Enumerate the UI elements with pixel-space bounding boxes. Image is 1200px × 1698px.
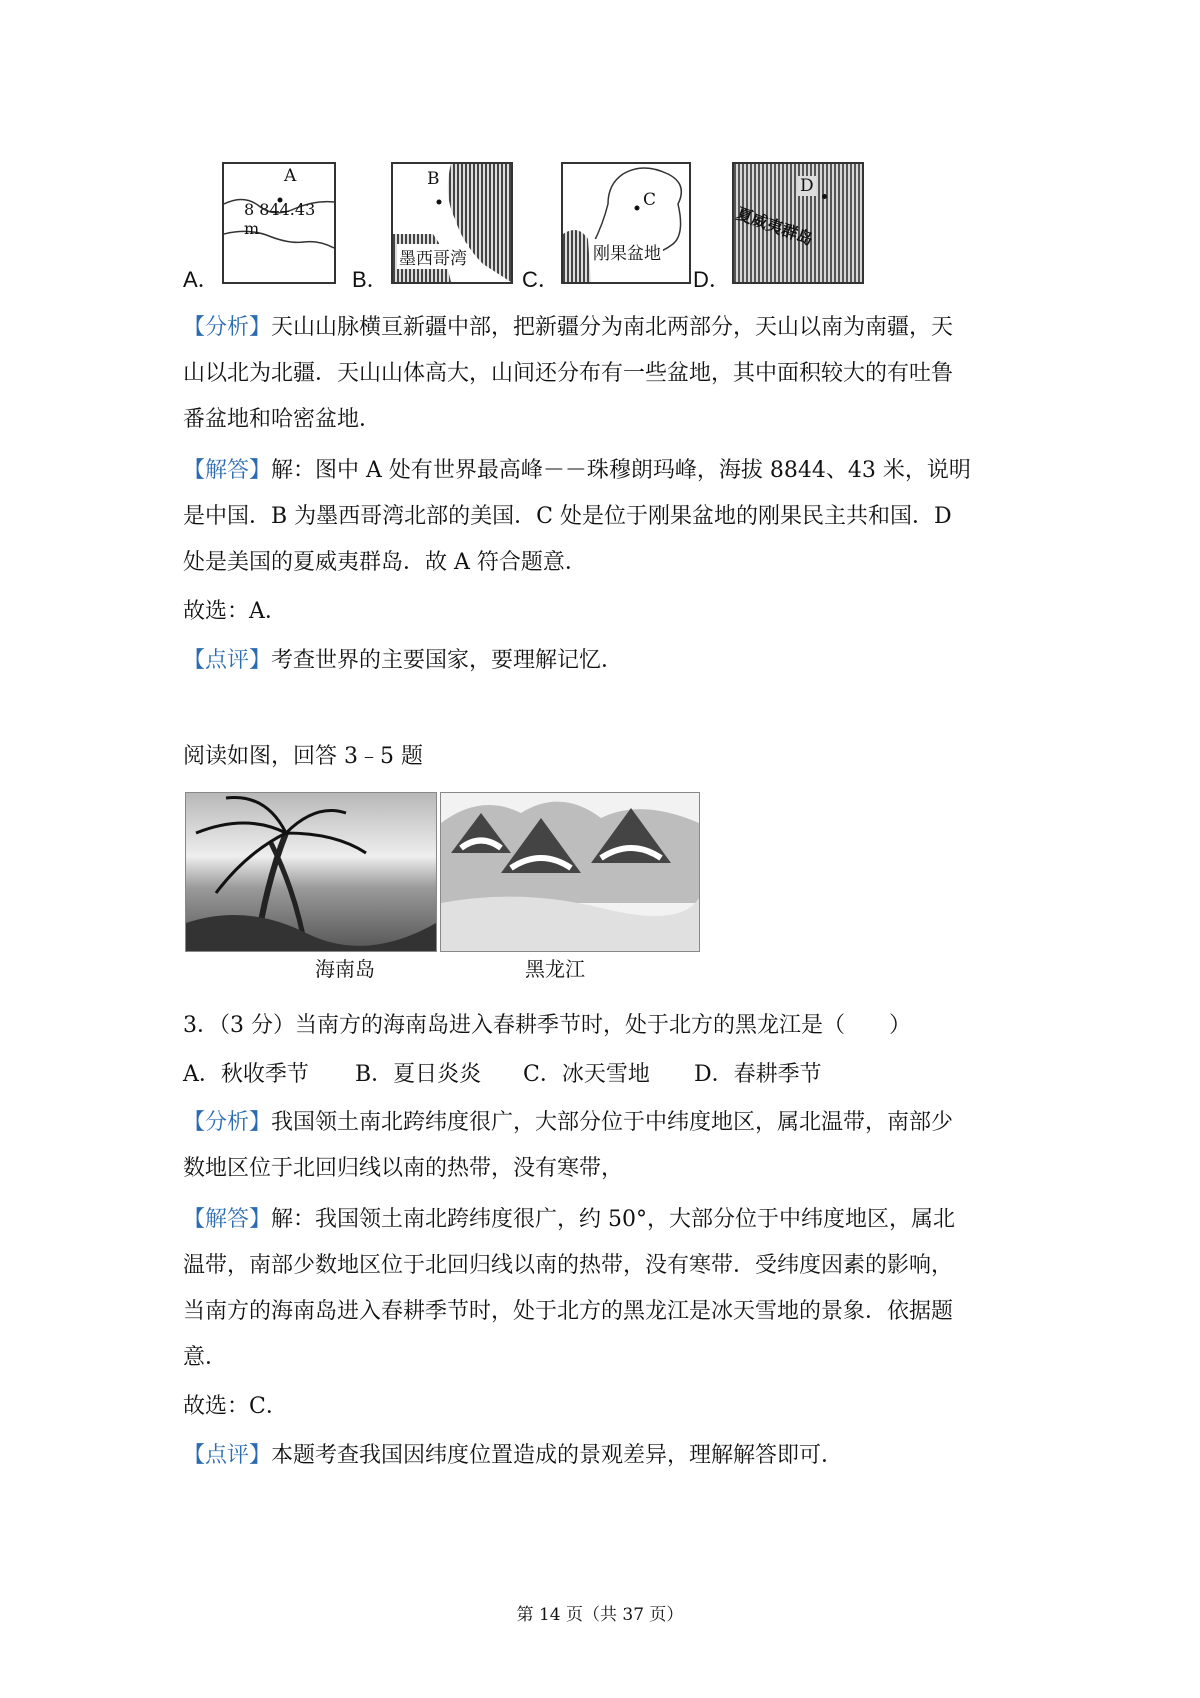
heilongjiang-caption: 黑龙江 — [525, 957, 585, 981]
map-option-c — [561, 162, 691, 284]
q3-stem: 3．（3 分）当南方的海南岛进入春耕季节时，处于北方的黑龙江是（ ） — [183, 1013, 911, 1038]
analysis-tag: 【分析】 — [183, 315, 272, 340]
q2-analysis-line-2: 山以北为北疆．天山山体高大，山间还分布有一些盆地，其中面积较大的有吐鲁 — [183, 361, 954, 386]
islands-label: 夏威夷群岛 — [733, 203, 816, 249]
option-c-label: C． — [522, 267, 560, 292]
answer-tag: 【解答】 — [183, 1207, 272, 1232]
map-option-d — [732, 162, 864, 284]
q3-choice: 故选：C． — [183, 1394, 288, 1419]
point-a-label: A — [284, 166, 297, 186]
q2-answer-line-2: 是中国．B 为墨西哥湾北部的美国．C 处是位于刚果盆地的刚果民主共和国．D — [183, 504, 952, 529]
q2-analysis-line-1: 【分析】天山山脉横亘新疆中部，把新疆分为南北两部分，天山以南为南疆，天 — [183, 315, 954, 340]
q3-analysis-line-2: 数地区位于北回归线以南的热带，没有寒带， — [183, 1156, 624, 1181]
q3-option-a: A．秋收季节 — [183, 1062, 309, 1087]
gulf-label: 墨西哥湾 — [397, 244, 469, 269]
q3-answer-line-2: 温带，南部少数地区位于北回归线以南的热带，没有寒带．受纬度因素的影响， — [183, 1253, 954, 1278]
q2-answer-line-1: 【解答】解：图中 A 处有世界最高峰－－珠穆朗玛峰，海拔 8844、43 米，说明 — [183, 458, 971, 483]
page-footer: 第 14 页（共 37 页） — [516, 1605, 684, 1625]
palm-tree-icon — [186, 793, 436, 951]
comment-tag: 【点评】 — [183, 1443, 272, 1468]
point-d-label: D — [800, 176, 814, 196]
q3-answer-line-3: 当南方的海南岛进入春耕季节时，处于北方的黑龙江是冰天雪地的景象．依据题 — [183, 1299, 954, 1324]
point-d-dot — [822, 194, 827, 199]
analysis-tag: 【分析】 — [183, 1110, 272, 1135]
q2-answer-line-3: 处是美国的夏威夷群岛．故 A 符合题意． — [183, 550, 587, 575]
comment-tag: 【点评】 — [183, 648, 272, 673]
basin-outline-icon — [563, 164, 689, 282]
point-c-label: C — [643, 190, 657, 210]
reading-intro: 阅读如图，回答 3﹣5 题 — [183, 744, 423, 769]
basin-label: 刚果盆地 — [591, 239, 663, 264]
option-a-label: A． — [183, 267, 220, 292]
q2-choice: 故选：A． — [183, 599, 287, 624]
hainan-photo — [185, 792, 437, 952]
elevation-label: 8 844.43 m — [244, 200, 316, 238]
heilongjiang-photo — [440, 792, 700, 952]
hainan-caption: 海南岛 — [315, 957, 375, 981]
q2-comment: 【点评】考查世界的主要国家，要理解记忆． — [183, 648, 624, 673]
q2-analysis-line-3: 番盆地和哈密盆地． — [183, 407, 382, 432]
q3-comment: 【点评】本题考查我国因纬度位置造成的景观差异，理解解答即可． — [183, 1443, 844, 1468]
answer-tag: 【解答】 — [183, 458, 272, 483]
option-d-label: D． — [693, 267, 731, 292]
map-option-a — [222, 162, 336, 284]
map-option-b — [391, 162, 513, 284]
option-b-label: B． — [352, 267, 389, 292]
q3-answer-line-4: 意． — [183, 1345, 228, 1370]
point-b-label: B — [427, 169, 440, 189]
q3-option-d: D．春耕季节 — [694, 1062, 822, 1087]
q3-option-c: C．冰天雪地 — [523, 1062, 650, 1087]
q3-option-b: B．夏日炎炎 — [355, 1062, 482, 1087]
snow-forest-icon — [441, 793, 699, 951]
q3-answer-line-1: 【解答】解：我国领土南北跨纬度很广，约 50°，大部分位于中纬度地区，属北 — [183, 1207, 956, 1232]
q3-analysis-line-1: 【分析】我国领土南北跨纬度很广，大部分位于中纬度地区，属北温带，南部少 — [183, 1110, 954, 1135]
